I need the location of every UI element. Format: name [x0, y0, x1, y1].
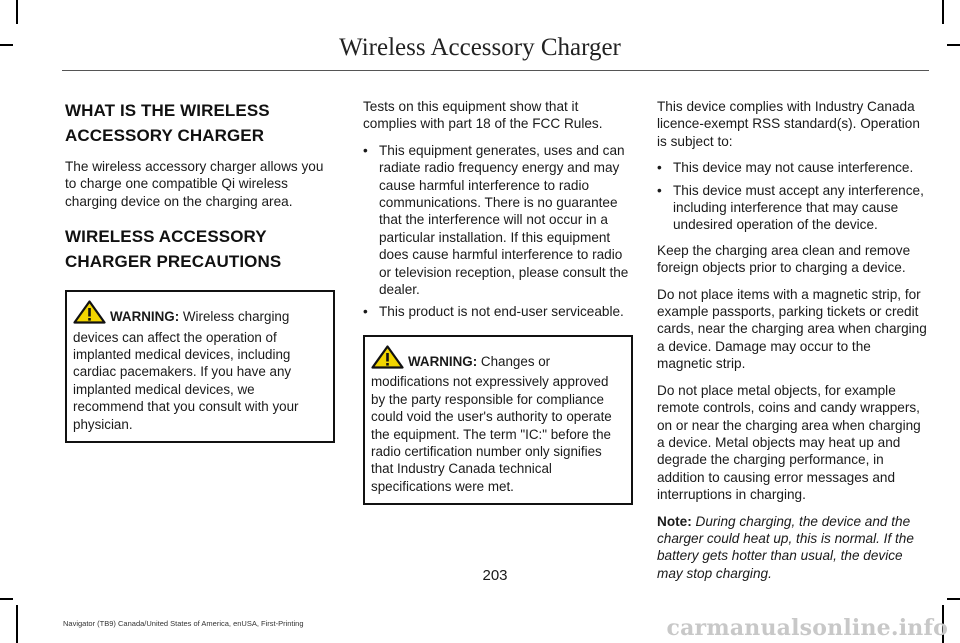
note-label: Note: — [657, 513, 692, 529]
column-1 — [65, 98, 335, 443]
paragraph: Do not place metal objects, for example remote controls, coins and candy wrappers, on or near the charging area when charging a device. Metal objects may heat up and degrade the charging performance, in addition to causing error messages and interruptions in charging. — [657, 382, 921, 503]
bullet-list — [657, 159, 927, 234]
paragraph: Tests on this equipment show that it complies with part 18 of the FCC Rules. — [363, 99, 603, 132]
bullet-icon: • — [657, 182, 662, 198]
warning-box — [65, 290, 335, 443]
footer-text: Navigator (TB9) Canada/United States of America, enUSA, First-Printing — [63, 619, 304, 628]
list-item — [657, 182, 927, 234]
crop-mark — [16, 0, 18, 24]
warning-triangle-icon — [371, 345, 404, 373]
paragraph: The wireless accessory charger allows you to charge one compatible Qi wireless charging device on the charging area. — [65, 159, 324, 209]
page-title: Wireless Accessory Charger — [339, 34, 621, 61]
list-item-text: This device may not cause interference. — [673, 160, 914, 176]
crop-mark — [0, 598, 13, 600]
paragraph: This device complies with Industry Canada licence-exempt RSS standard(s). Operation is subject to: — [657, 99, 920, 149]
section-heading: WIRELESS ACCESSORY CHARGER PRECAUTIONS — [65, 227, 282, 272]
bullet-icon: • — [657, 160, 662, 176]
column-3 — [657, 98, 927, 591]
paragraph: Do not place items with a magnetic strip, for example passports, parking tickets or credit cards, near the charging area when charging a device. Damage may occur to the magnetic strip. — [657, 286, 927, 372]
list-item — [363, 303, 633, 320]
warning-box — [363, 335, 633, 505]
header-rule — [62, 70, 929, 71]
list-item — [657, 159, 927, 176]
list-item-text: This product is not end-user serviceable. — [379, 304, 624, 320]
section-heading: WHAT IS THE WIRELESS ACCESSORY CHARGER — [65, 101, 270, 145]
crop-mark — [947, 598, 960, 600]
note-text: During charging, the device and the charger could heat up, this is normal. If the battery gets hotter than usual, the device may stop charging. — [657, 513, 914, 581]
warning-triangle-icon — [73, 300, 106, 328]
warning-label: WARNING: — [408, 353, 478, 369]
bullet-icon: • — [363, 142, 368, 158]
crop-mark — [942, 0, 944, 24]
column-2 — [363, 98, 633, 505]
warning-text: Wireless charging devices can affect the operation of implanted medical devices, including cardiac pacemakers. If you have any implanted medical devices, we recommend that you consult with your physician. — [73, 309, 299, 432]
crop-mark — [16, 605, 18, 643]
watermark: carmanualsonline.info — [666, 615, 948, 641]
list-item-text: This device must accept any interference, including interference that may cause undesired operation of the device. — [673, 182, 924, 233]
warning-label: WARNING: — [110, 309, 180, 325]
list-item-text: This equipment generates, uses and can radiate radio frequency energy and may cause harmful interference to radio communications. There is no guarantee that the interference will not occur in a particular installation. If this equipment does cause harmful interference to radio or television reception, please consult the dealer. — [379, 142, 629, 298]
paragraph: Keep the charging area clean and remove foreign objects prior to charging a device. — [657, 242, 911, 276]
list-item — [363, 142, 633, 299]
warning-text: Changes or modifications not expressively approved by the party responsible for compliance could void the user's authority to operate the equipment. The term "IC:" before the radio certification number only signifies that Industry Canada technical specifications were met. — [371, 353, 612, 494]
bullet-icon: • — [363, 304, 368, 320]
page-number: 203 — [482, 567, 508, 584]
bullet-list — [363, 142, 633, 321]
